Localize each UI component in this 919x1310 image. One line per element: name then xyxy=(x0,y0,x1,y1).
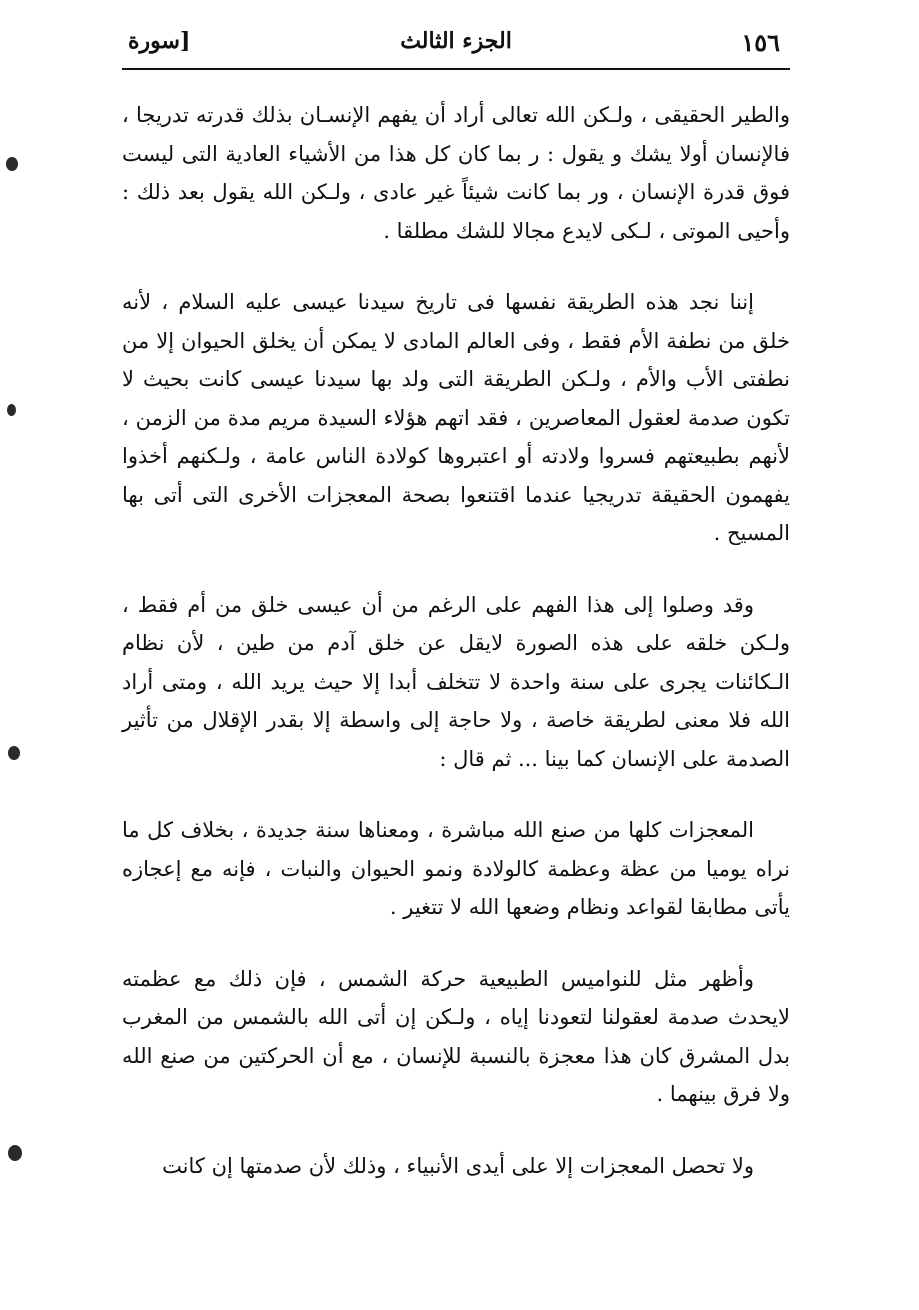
margin-speck xyxy=(7,404,16,416)
paragraph-4: المعجزات كلها من صنع الله مباشرة ، ومعناها سنة جديدة ، بخلاف كل ما نراه يوميا من عظة وعظمة كالولادة ونمو الحيوان والنبات ، فإنه مع إعجازه يأتى مطابقا لقواعد ونظام وضعها الله لا تتغير . xyxy=(122,818,790,919)
margin-speck xyxy=(6,157,18,171)
paragraph-2: إننا نجد هذه الطريقة نفسها فى تاريخ سيدنا عيسى عليه السلام ، لأنه خلق من نطفة الأم فقط ، وفى العالم المادى لا يمكن أن يخلق الحيوان إلا من نطفتى الأب والأم ، ولـكن الطريقة التى ولد بها سيدنا عيسى كانت بحيث لا تكون صدمة لعقول المعاصرين ، فقد اتهم هؤلاء السيدة مريم مدة من الزمن ، لأنهم بطبيعتهم فسروا ولادته أو اعتبروها كولادة الناس عامة ، ولـكنهم أخذوا يفهمون الحقيقة تدريجيا عندما اقتنعوا بصحة المعجزات الأخرى التى أتى بها المسيح . xyxy=(122,290,790,545)
margin-speck xyxy=(8,746,20,760)
margin-speck xyxy=(8,1145,22,1161)
page-number: ١٥٦ xyxy=(741,28,780,57)
running-title: الجزء الثالث xyxy=(400,28,512,54)
catchword: [سورة xyxy=(128,28,191,54)
paragraph-3: وقد وصلوا إلى هذا الفهم على الرغم من أن عيسى خلق من أم فقط ، ولـكن خلقه على هذه الصورة لايقل عن خلق آدم من طين ، لأن نظام الـكائنات يجرى على سنة واحدة لا تتخلف أبدا إلا حيث يريد الله ، ومتى أراد الله فلا معنى لطريقة خاصة ، ولا حاجة إلى واسطة إلا بقدر الإقلال من تأثير الصدمة على الإنسان كما بينا ... ثم قال : xyxy=(122,592,790,771)
body-text xyxy=(122,96,790,1218)
header-rule xyxy=(122,68,790,70)
paragraph-5: وأظهر مثل للنواميس الطبيعية حركة الشمس ، فإن ذلك مع عظمته لايحدث صدمة لعقولنا لتعودنا إياه ، ولـكن إن أتى الله بالشمس من المغرب بدل المشرق كان هذا معجزة بالنسبة للإنسان ، مع أن الحركتين من صنع الله ولا فرق بينهما . xyxy=(122,966,790,1106)
paragraph-6: ولا تحصل المعجزات إلا على أيدى الأنبياء ، وذلك لأن صدمتها إن كانت xyxy=(162,1153,754,1178)
paragraph-1: والطير الحقيقى ، ولـكن الله تعالى أراد أن يفهم الإنسـان بذلك قدرته تدريجا ، فالإنسان أولا يشك و يقول : ر بما كان كل هذا من الأشياء العادية التى ليست فوق قدرة الإنسان ، ور بما كانت شيئاً غير عادى ، ولـكن الله يقول بعد ذلك : وأحيى الموتى ، لـكى لايدع مجالا للشك مطلقا . xyxy=(122,103,790,243)
page-header xyxy=(122,22,790,66)
